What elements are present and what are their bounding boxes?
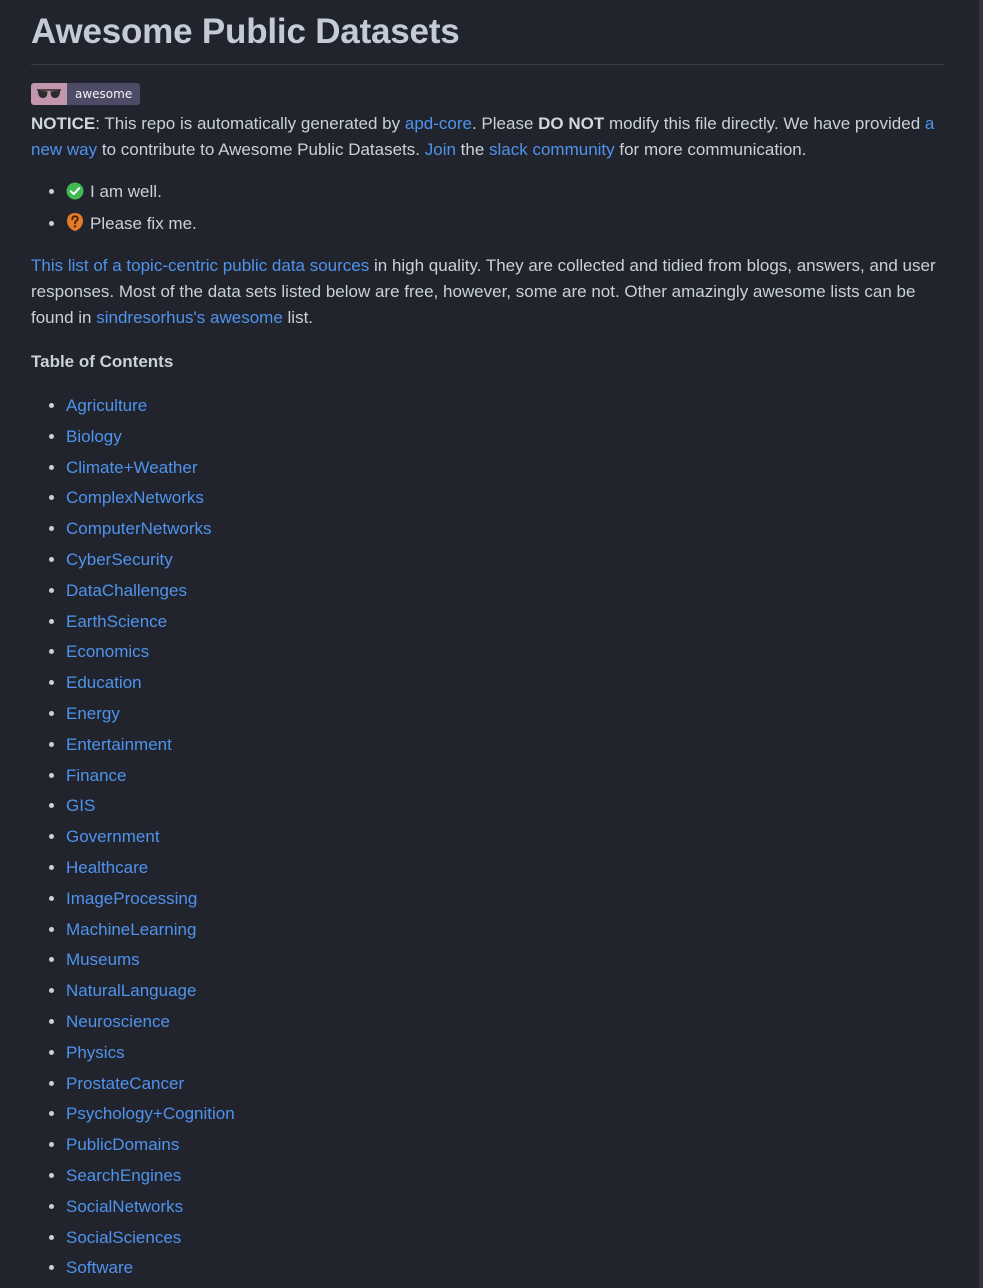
toc-link-searchengines[interactable]: SearchEngines <box>66 1165 182 1185</box>
page-title: Awesome Public Datasets <box>31 12 460 51</box>
sindresorhus-awesome-link[interactable]: sindresorhus's awesome <box>96 308 283 327</box>
toc-item <box>66 607 944 638</box>
toc-link-cybersecurity[interactable]: CyberSecurity <box>66 549 173 569</box>
apd-core-link[interactable]: apd-core <box>404 114 472 133</box>
toc-item <box>66 514 944 545</box>
toc-item <box>66 1130 944 1161</box>
toc-item <box>66 668 944 699</box>
topic-list-link[interactable]: This list of a topic-centric public data sources <box>31 256 370 275</box>
status-text-well: I am well. <box>90 182 162 201</box>
question-badge-icon <box>66 211 84 243</box>
toc-link-biology[interactable]: Biology <box>66 426 122 446</box>
description-text-1: in high quality. They are collected and tidied from blogs, answers, and user responses. Most of the data sets listed below are free, however, some are not. Other amazingly awesome lists can be found in <box>31 256 936 327</box>
toc-link-software[interactable]: Software <box>66 1258 134 1278</box>
description-paragraph <box>31 253 944 331</box>
toc-item <box>66 761 944 792</box>
status-item-fix <box>66 208 944 240</box>
toc-link-education[interactable]: Education <box>66 673 142 693</box>
toc-link-publicdomains[interactable]: PublicDomains <box>66 1135 180 1155</box>
join-link[interactable]: Join <box>424 140 456 159</box>
toc-list <box>31 391 944 1284</box>
toc-link-finance[interactable]: Finance <box>66 765 127 785</box>
toc-link-neuroscience[interactable]: Neuroscience <box>66 1011 170 1031</box>
status-text-fix: Please fix me. <box>90 214 197 233</box>
toc-link-physics[interactable]: Physics <box>66 1042 125 1062</box>
toc-item <box>66 791 944 822</box>
notice-label: NOTICE <box>31 114 96 133</box>
badge-label: awesome <box>67 83 140 105</box>
toc-link-imageprocessing[interactable]: ImageProcessing <box>66 888 198 908</box>
notice-text-6: for more communication. <box>614 140 807 159</box>
toc-link-socialnetworks[interactable]: SocialNetworks <box>66 1196 184 1216</box>
title-divider <box>31 64 944 65</box>
toc-item <box>66 730 944 761</box>
check-circle-icon <box>66 179 84 211</box>
toc-item <box>66 853 944 884</box>
description-text-2: list. <box>282 308 314 327</box>
toc-link-museums[interactable]: Museums <box>66 950 140 970</box>
toc-link-gis[interactable]: GIS <box>66 796 96 816</box>
toc-item <box>66 576 944 607</box>
toc-item <box>66 483 944 514</box>
toc-item <box>66 699 944 730</box>
toc-link-government[interactable]: Government <box>66 827 160 847</box>
toc-item <box>66 1161 944 1192</box>
toc-item <box>66 1069 944 1100</box>
toc-link-agriculture[interactable]: Agriculture <box>66 396 148 415</box>
toc-link-prostatecancer[interactable]: ProstateCancer <box>66 1073 185 1093</box>
toc-link-complexnetworks[interactable]: ComplexNetworks <box>66 488 204 508</box>
toc-link-datachallenges[interactable]: DataChallenges <box>66 580 187 600</box>
toc-item <box>66 884 944 915</box>
toc-item <box>66 1223 944 1254</box>
toc-link-economics[interactable]: Economics <box>66 642 150 662</box>
toc-item <box>66 545 944 576</box>
right-edge-divider <box>979 0 983 1288</box>
status-item-well <box>66 176 944 208</box>
readme-content <box>31 0 944 1284</box>
toc-item <box>66 1192 944 1223</box>
notice-text-5: the <box>455 140 490 159</box>
toc-item <box>66 453 944 484</box>
toc-link-socialsciences[interactable]: SocialSciences <box>66 1227 182 1247</box>
notice-paragraph <box>31 111 944 163</box>
notice-text-1: : This repo is automatically generated by <box>95 114 405 133</box>
toc-item <box>66 1038 944 1069</box>
toc-link-psychology-cognition[interactable]: Psychology+Cognition <box>66 1104 235 1124</box>
toc-heading: Table of Contents <box>31 352 174 371</box>
toc-item <box>66 637 944 668</box>
toc-link-energy[interactable]: Energy <box>66 703 120 723</box>
toc-link-naturallanguage[interactable]: NaturalLanguage <box>66 981 197 1001</box>
new-way-link[interactable]: a new way <box>31 114 935 159</box>
toc-link-computernetworks[interactable]: ComputerNetworks <box>66 519 212 539</box>
toc-item <box>66 391 944 422</box>
toc-item <box>66 945 944 976</box>
awesome-badge[interactable] <box>31 83 140 105</box>
toc-link-earthscience[interactable]: EarthScience <box>66 611 168 631</box>
toc-item <box>66 1099 944 1130</box>
toc-item <box>66 1007 944 1038</box>
status-list <box>31 176 944 240</box>
slack-community-link[interactable]: slack community <box>489 140 615 159</box>
sunglasses-icon <box>31 83 67 105</box>
notice-text-3: modify this file directly. We have provided <box>604 114 925 133</box>
toc-item <box>66 976 944 1007</box>
do-not-text: DO NOT <box>538 114 605 133</box>
toc-item <box>66 915 944 946</box>
toc-link-healthcare[interactable]: Healthcare <box>66 857 149 877</box>
toc-item <box>66 422 944 453</box>
toc-link-climate-weather[interactable]: Climate+Weather <box>66 457 198 477</box>
toc-item <box>66 1253 944 1284</box>
toc-link-machinelearning[interactable]: MachineLearning <box>66 919 197 939</box>
notice-text-4: to contribute to Awesome Public Datasets. <box>97 140 425 159</box>
toc-item <box>66 822 944 853</box>
toc-link-entertainment[interactable]: Entertainment <box>66 734 172 754</box>
notice-text-2: . Please <box>471 114 539 133</box>
